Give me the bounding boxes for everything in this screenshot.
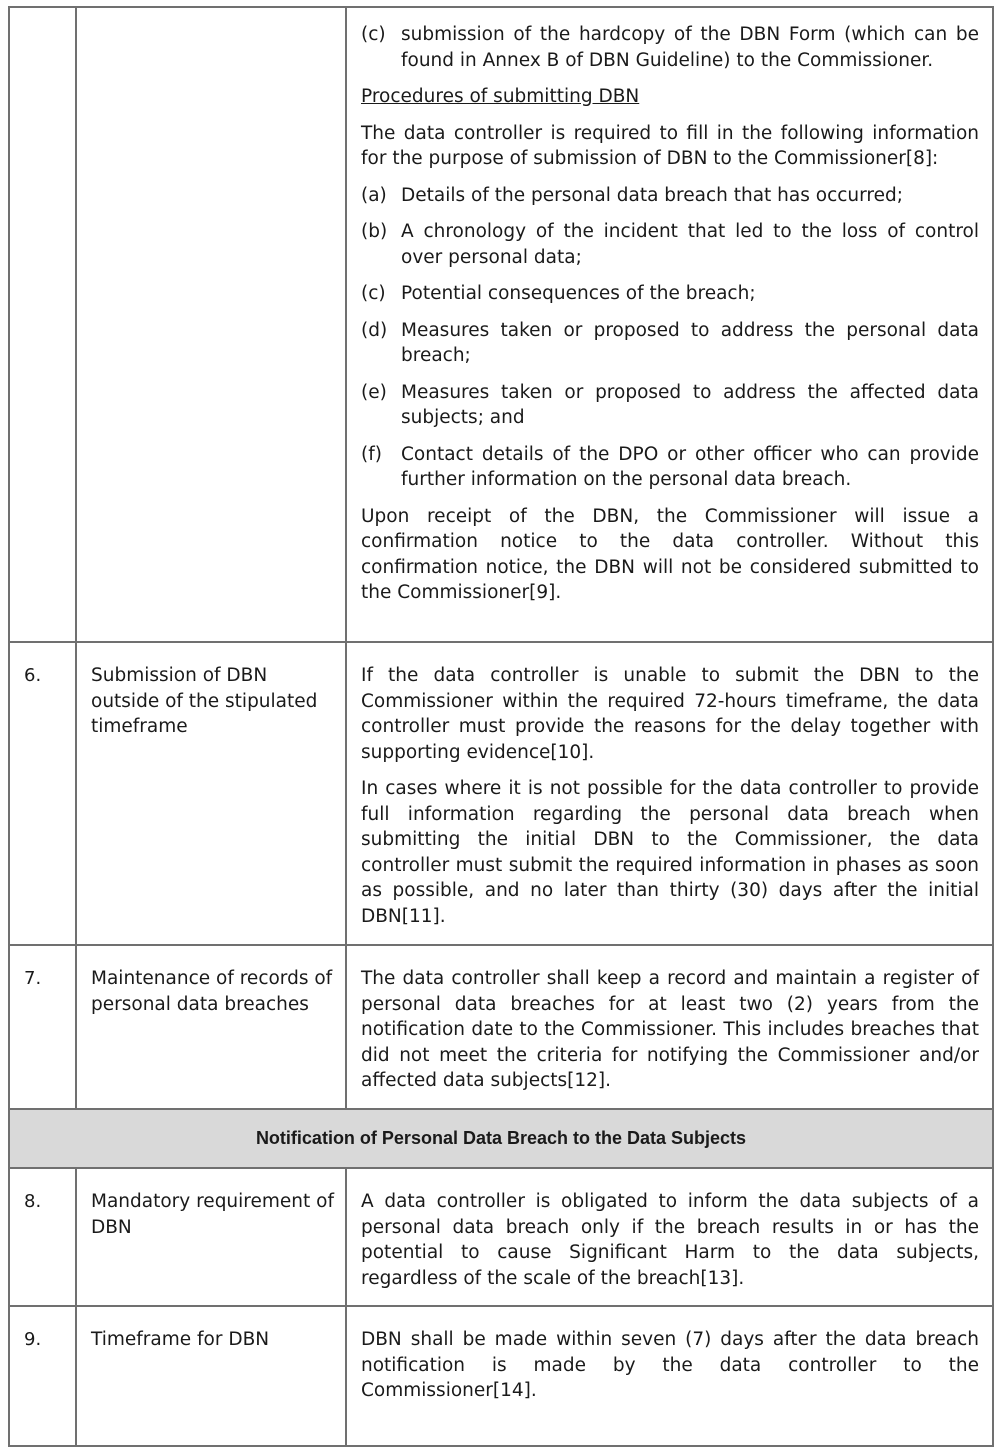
list-item-text: submission of the hardcopy of the DBN Form (which can be found in Annex B of DBN Guideline) to the Commissioner. <box>401 24 979 71</box>
dbn-requirements-table <box>8 6 994 1447</box>
paragraph: The data controller shall keep a record and maintain a register of personal data breaches for at least two (2) years from the notification date to the Commissioner. This includes breaches that did not meet the criteria for notifying the Commissioner and/or affected data subjects[12]. <box>361 968 979 1091</box>
row-number: 7. <box>9 945 76 1109</box>
paragraph: The data controller is required to fill in the following information for the purpose of submission of DBN to the Commissioner[8]: <box>361 122 979 169</box>
list-item-text: Measures taken or proposed to address the personal data breach; <box>401 319 979 366</box>
paragraph: DBN shall be made within seven (7) days after the data breach notification is made by the data controller to the Commissioner[14]. <box>361 1329 979 1401</box>
row-number: 8. <box>9 1168 76 1306</box>
list-item-label: (f) <box>361 443 382 465</box>
list-item-label: (a) <box>361 184 387 206</box>
paragraph: A data controller is obligated to inform the data subjects of a personal data breach only if the breach results in or has the potential to cause Significant Harm to the data subjects, regardless of the scale of the breach[13]. <box>361 1191 979 1289</box>
list-item-text: Contact details of the DPO or other officer who can provide further information on the personal data breach. <box>401 443 979 490</box>
row-number: 9. <box>9 1306 76 1446</box>
row-topic: Submission of DBN outside of the stipulated timeframe <box>76 642 346 945</box>
list-item <box>361 22 979 73</box>
row-content <box>346 1306 993 1446</box>
table-row <box>9 945 993 1109</box>
paragraph: In cases where it is not possible for the data controller to provide full information regarding the personal data breach when submitting the initial DBN to the Commissioner, the data controller must submit the required information in phases as soon as possible, and no later than thirty (30) days after the initial DBN[11]. <box>361 778 979 927</box>
row-topic: Maintenance of records of personal data breaches <box>76 945 346 1109</box>
list-item-label: (c) <box>361 283 386 304</box>
row-topic <box>76 7 346 642</box>
row-content <box>346 945 993 1109</box>
list-item-label: (b) <box>361 221 388 242</box>
list-item <box>361 442 979 493</box>
row-content <box>346 7 993 642</box>
paragraph: Upon receipt of the DBN, the Commissioner will issue a confirmation notice to the data controller. Without this confirmation notice, the DBN will not be considered submitted to the Commissioner[9]. <box>361 505 979 603</box>
section-header-row <box>9 1109 993 1168</box>
row-number <box>9 7 76 642</box>
list-item-text: Details of the personal data breach that has occurred; <box>401 184 903 206</box>
list-item <box>361 380 979 431</box>
paragraph: If the data controller is unable to submit the DBN to the Commissioner within the required 72-hours timeframe, the data controller must provide the reasons for the delay together with supporting evidence[10]. <box>361 665 979 763</box>
row-content <box>346 642 993 945</box>
row-content <box>346 1168 993 1306</box>
list-item <box>361 318 979 369</box>
list-item-label: (e) <box>361 381 387 403</box>
table-row-continuation <box>9 7 993 642</box>
list-item <box>361 219 979 270</box>
list-item-text: A chronology of the incident that led to the loss of control over personal data; <box>401 221 979 268</box>
list-item-label: (d) <box>361 319 388 341</box>
table-row <box>9 1168 993 1306</box>
subheading-procedures: Procedures of submitting DBN <box>361 86 640 107</box>
list-item <box>361 281 979 307</box>
table-row <box>9 642 993 945</box>
row-topic: Timeframe for DBN <box>76 1306 346 1446</box>
list-item <box>361 183 979 209</box>
row-number: 6. <box>9 642 76 945</box>
list-item-text: Measures taken or proposed to address the affected data subjects; and <box>401 381 979 428</box>
section-header: Notification of Personal Data Breach to the Data Subjects <box>9 1109 993 1168</box>
table-row <box>9 1306 993 1446</box>
row-topic: Mandatory requirement of DBN <box>76 1168 346 1306</box>
list-item-text: Potential consequences of the breach; <box>401 283 756 304</box>
list-item-label: (c) <box>361 24 386 45</box>
